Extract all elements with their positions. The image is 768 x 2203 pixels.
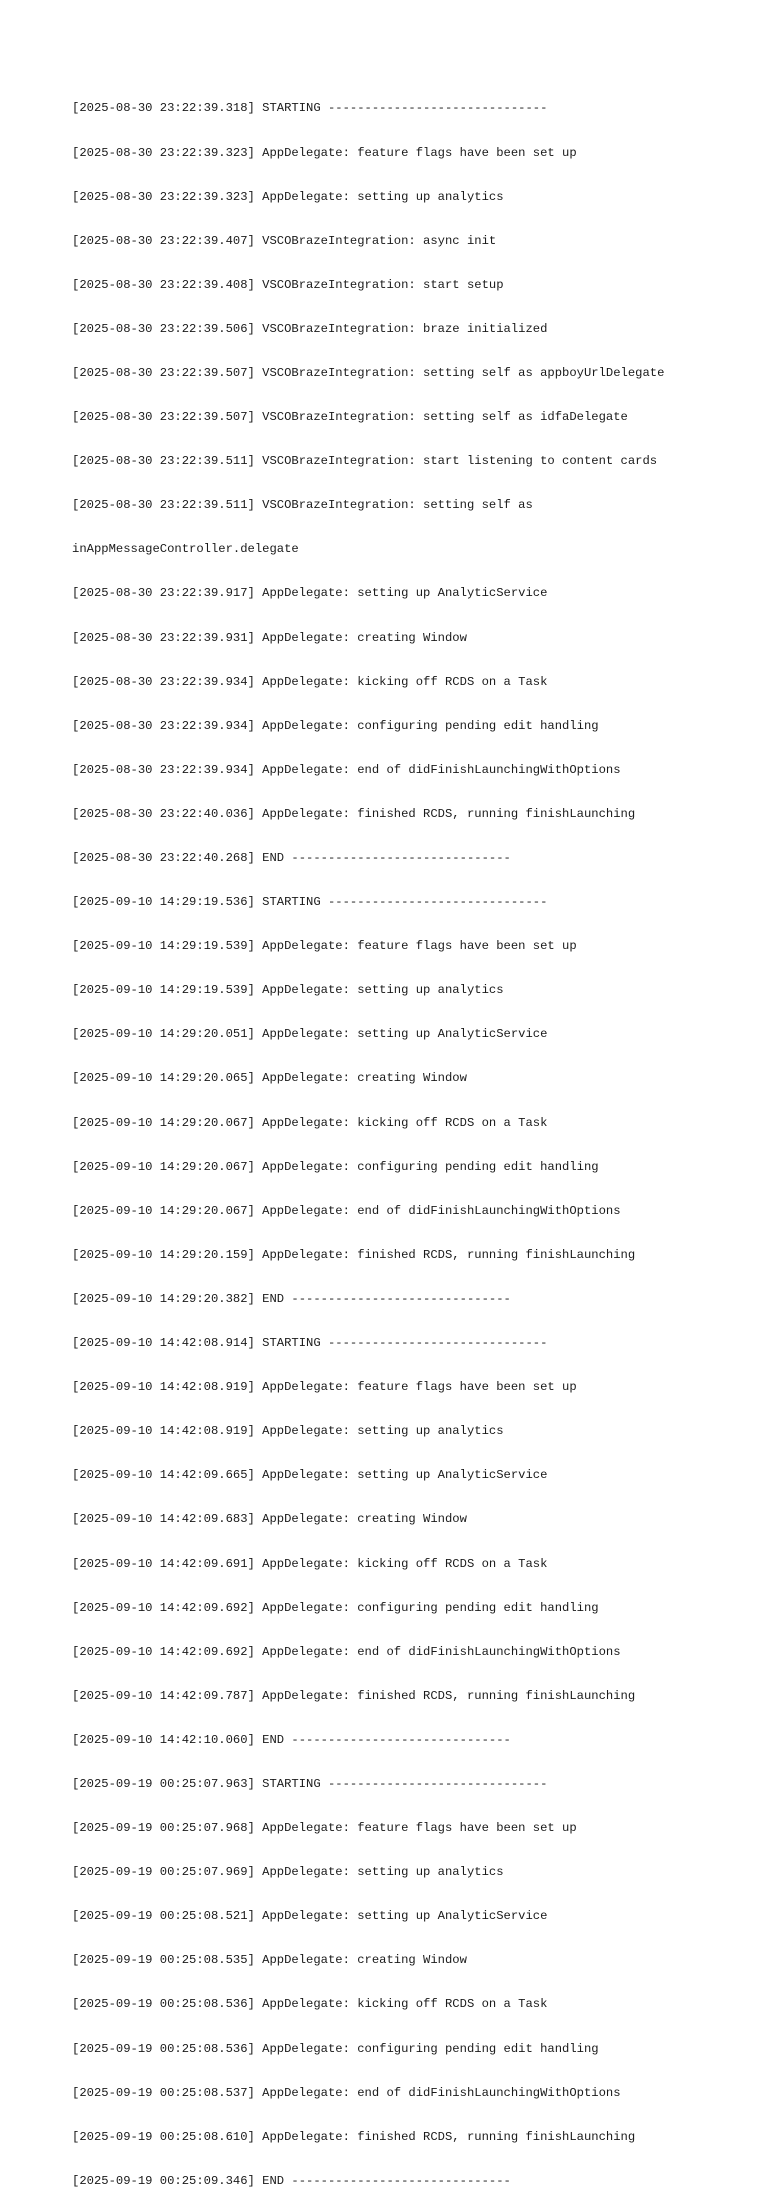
log-line: [2025-09-19 00:25:08.536] AppDelegate: kicking off RCDS on a Task — [72, 1997, 548, 2012]
log-line: [2025-09-10 14:29:20.382] END ------------------------------ — [72, 1291, 511, 1306]
log-line: [2025-09-19 00:25:08.537] AppDelegate: end of didFinishLaunchingWithOptions — [72, 2085, 621, 2100]
log-line: [2025-08-30 23:22:39.511] VSCOBrazeIntegration: start listening to content cards — [72, 454, 658, 469]
log-line: [2025-09-10 14:29:20.065] AppDelegate: creating Window — [72, 1071, 467, 1086]
log-line: [2025-09-19 00:25:07.963] STARTING ------------------------------ — [72, 1776, 548, 1791]
log-line: [2025-09-10 14:29:19.539] AppDelegate: feature flags have been set up — [72, 939, 577, 954]
log-line: [2025-09-19 00:25:07.969] AppDelegate: setting up analytics — [72, 1865, 504, 1880]
log-line: [2025-09-19 00:25:08.521] AppDelegate: setting up AnalyticService — [72, 1909, 548, 1924]
log-line: [2025-09-10 14:42:09.692] AppDelegate: end of didFinishLaunchingWithOptions — [72, 1644, 621, 1659]
log-line: [2025-09-10 14:29:20.067] AppDelegate: configuring pending edit handling — [72, 1159, 599, 1174]
log-line: [2025-09-19 00:25:08.610] AppDelegate: finished RCDS, running finishLaunching — [72, 2129, 636, 2144]
log-line: [2025-08-30 23:22:40.036] AppDelegate: finished RCDS, running finishLaunching — [72, 806, 636, 821]
log-line: [2025-09-19 00:25:07.968] AppDelegate: feature flags have been set up — [72, 1821, 577, 1836]
log-line: [2025-09-10 14:42:09.692] AppDelegate: configuring pending edit handling — [72, 1600, 599, 1615]
log-output — [72, 72, 702, 2203]
log-line: [2025-09-19 00:25:08.536] AppDelegate: configuring pending edit handling — [72, 2041, 599, 2056]
log-line: [2025-08-30 23:22:39.323] AppDelegate: feature flags have been set up — [72, 145, 577, 160]
log-line: [2025-08-30 23:22:39.407] VSCOBrazeIntegration: async init — [72, 233, 497, 248]
log-line: [2025-08-30 23:22:39.323] AppDelegate: setting up analytics — [72, 189, 504, 204]
log-line: [2025-09-10 14:42:10.060] END ------------------------------ — [72, 1732, 511, 1747]
log-line: [2025-09-10 14:29:19.536] STARTING ------------------------------ — [72, 895, 548, 910]
log-line: [2025-09-10 14:42:09.665] AppDelegate: setting up AnalyticService — [72, 1468, 548, 1483]
log-line: [2025-08-30 23:22:39.917] AppDelegate: setting up AnalyticService — [72, 586, 548, 601]
log-line: [2025-08-30 23:22:39.506] VSCOBrazeIntegration: braze initialized — [72, 321, 548, 336]
log-line: [2025-09-19 00:25:08.535] AppDelegate: creating Window — [72, 1953, 467, 1968]
log-line: [2025-09-10 14:42:09.683] AppDelegate: creating Window — [72, 1512, 467, 1527]
log-line: [2025-09-10 14:29:20.067] AppDelegate: kicking off RCDS on a Task — [72, 1115, 548, 1130]
log-line: [2025-09-10 14:29:20.067] AppDelegate: end of didFinishLaunchingWithOptions — [72, 1203, 621, 1218]
log-line: [2025-08-30 23:22:39.934] AppDelegate: configuring pending edit handling — [72, 718, 599, 733]
log-line: [2025-09-19 00:25:09.346] END ------------------------------ — [72, 2173, 511, 2188]
log-line: [2025-09-10 14:29:19.539] AppDelegate: setting up analytics — [72, 983, 504, 998]
log-line: [2025-08-30 23:22:39.931] AppDelegate: creating Window — [72, 630, 467, 645]
log-line: [2025-09-10 14:29:20.159] AppDelegate: finished RCDS, running finishLaunching — [72, 1247, 636, 1262]
log-line: [2025-09-10 14:42:08.919] AppDelegate: feature flags have been set up — [72, 1380, 577, 1395]
log-line: [2025-09-10 14:42:08.919] AppDelegate: setting up analytics — [72, 1424, 504, 1439]
log-line: [2025-08-30 23:22:39.408] VSCOBrazeIntegration: start setup — [72, 277, 504, 292]
log-line: [2025-09-10 14:42:09.787] AppDelegate: finished RCDS, running finishLaunching — [72, 1688, 636, 1703]
log-line: [2025-09-10 14:42:09.691] AppDelegate: kicking off RCDS on a Task — [72, 1556, 548, 1571]
log-line-continuation: inAppMessageController.delegate — [72, 542, 299, 557]
log-line: [2025-08-30 23:22:40.268] END ------------------------------ — [72, 851, 511, 865]
log-line: [2025-08-30 23:22:39.511] VSCOBrazeIntegration: setting self as — [72, 498, 533, 513]
log-line: [2025-08-30 23:22:39.934] AppDelegate: kicking off RCDS on a Task — [72, 674, 548, 689]
log-line: [2025-08-30 23:22:39.507] VSCOBrazeIntegration: setting self as appboyUrlDelegate — [72, 365, 665, 380]
log-line: [2025-08-30 23:22:39.507] VSCOBrazeIntegration: setting self as idfaDelegate — [72, 410, 628, 425]
log-line: [2025-09-10 14:42:08.914] STARTING ------------------------------ — [72, 1336, 548, 1351]
log-line: [2025-09-10 14:29:20.051] AppDelegate: setting up AnalyticService — [72, 1027, 548, 1042]
log-line: [2025-08-30 23:22:39.318] STARTING ------------------------------ — [72, 101, 548, 116]
log-line: [2025-08-30 23:22:39.934] AppDelegate: end of didFinishLaunchingWithOptions — [72, 762, 621, 777]
